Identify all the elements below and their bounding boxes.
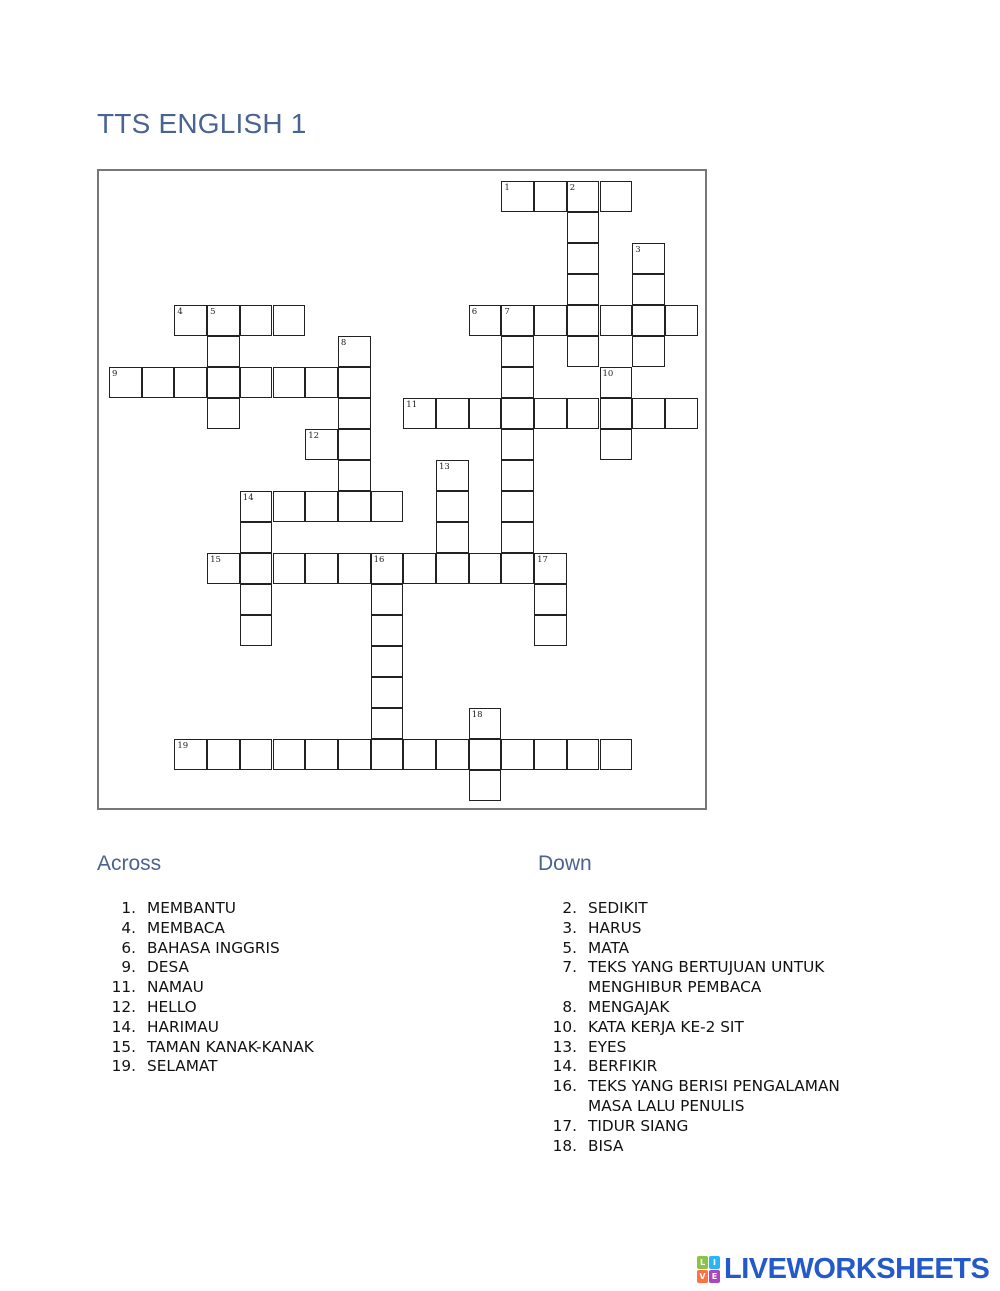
crossword-cell[interactable] xyxy=(469,553,502,584)
crossword-cell[interactable] xyxy=(501,491,534,522)
crossword-cell[interactable] xyxy=(501,553,534,584)
crossword-cell[interactable] xyxy=(240,522,273,553)
crossword-cell[interactable] xyxy=(534,615,567,646)
clue-text: MEMBACA xyxy=(147,918,225,937)
clue-number: 16. xyxy=(552,1077,577,1096)
crossword-cell[interactable] xyxy=(305,367,338,398)
logo-block: V xyxy=(697,1270,708,1283)
crossword-cell[interactable] xyxy=(305,429,338,460)
clue-number: 11. xyxy=(111,978,136,997)
crossword-cell[interactable] xyxy=(371,615,404,646)
crossword-cell[interactable] xyxy=(567,305,600,336)
crossword-cell[interactable] xyxy=(567,739,600,770)
clue-number-label: 9 xyxy=(112,369,118,379)
crossword-grid xyxy=(97,169,707,810)
crossword-cell[interactable] xyxy=(436,739,469,770)
crossword-cell[interactable] xyxy=(403,553,436,584)
crossword-cell[interactable] xyxy=(567,212,600,243)
crossword-cell[interactable] xyxy=(207,305,240,336)
crossword-cell[interactable] xyxy=(240,553,273,584)
crossword-cell[interactable] xyxy=(338,367,371,398)
crossword-cell[interactable] xyxy=(240,584,273,615)
down-clue xyxy=(539,998,959,1018)
crossword-cell[interactable] xyxy=(436,522,469,553)
clue-text: SEDIKIT xyxy=(588,899,648,917)
crossword-cell[interactable] xyxy=(600,429,633,460)
crossword-cell[interactable] xyxy=(240,491,273,522)
clue-number-label: 19 xyxy=(177,741,189,751)
clue-text: EYES xyxy=(588,1037,627,1056)
crossword-cell[interactable] xyxy=(469,398,502,429)
clue-number-label: 18 xyxy=(471,710,483,720)
clue-text: BAHASA INGGRIS xyxy=(147,938,280,957)
crossword-cell[interactable] xyxy=(436,398,469,429)
clue-text: DESA xyxy=(147,958,189,977)
crossword-cell[interactable] xyxy=(534,398,567,429)
crossword-cell[interactable] xyxy=(600,367,633,398)
crossword-cell[interactable] xyxy=(436,460,469,491)
down-clue xyxy=(539,1117,959,1137)
clue-text: TAMAN KANAK-KANAK xyxy=(147,1037,314,1056)
crossword-cell[interactable] xyxy=(469,739,502,770)
logo-blocks-icon xyxy=(697,1255,721,1283)
crossword-cell[interactable] xyxy=(600,305,633,336)
crossword-cell[interactable] xyxy=(501,522,534,553)
crossword-cell[interactable] xyxy=(338,336,371,367)
clue-text: TEKS YANG BERTUJUAN UNTUK xyxy=(588,958,825,977)
down-clue xyxy=(539,1038,959,1058)
crossword-cell[interactable] xyxy=(567,336,600,367)
clue-number-label: 3 xyxy=(635,245,641,255)
clue-number-label: 7 xyxy=(504,307,510,317)
crossword-cell[interactable] xyxy=(567,243,600,274)
clue-number-label: 15 xyxy=(210,555,221,565)
clue-number: 3. xyxy=(562,918,577,937)
logo-block: E xyxy=(709,1270,720,1283)
crossword-cell[interactable] xyxy=(338,491,371,522)
crossword-cell[interactable] xyxy=(469,305,502,336)
crossword-cell[interactable] xyxy=(240,615,273,646)
clue-text-continued: MENGHIBUR PEMBACA xyxy=(588,978,762,997)
down-heading: Down xyxy=(538,852,592,875)
crossword-cell[interactable] xyxy=(665,398,698,429)
across-clue xyxy=(98,919,478,939)
crossword-cell[interactable] xyxy=(600,181,633,212)
clue-number: 12. xyxy=(111,997,136,1016)
logo-block: L xyxy=(697,1256,708,1269)
crossword-cell[interactable] xyxy=(142,367,175,398)
crossword-cell[interactable] xyxy=(501,460,534,491)
clue-text: BERFIKIR xyxy=(588,1057,658,1076)
crossword-cell[interactable] xyxy=(109,367,142,398)
clue-text: MEMBANTU xyxy=(147,899,237,917)
crossword-cell[interactable] xyxy=(436,553,469,584)
crossword-cell[interactable] xyxy=(501,398,534,429)
crossword-cell[interactable] xyxy=(403,739,436,770)
worksheet-title: TTS ENGLISH 1 xyxy=(97,108,307,139)
crossword-cell[interactable] xyxy=(338,739,371,770)
clue-number: 19. xyxy=(111,1057,136,1076)
across-clue xyxy=(98,1057,478,1077)
crossword-cell[interactable] xyxy=(501,429,534,460)
crossword-cell[interactable] xyxy=(174,367,207,398)
logo-block: I xyxy=(709,1256,720,1269)
crossword-cell[interactable] xyxy=(632,243,665,274)
clue-number-label: 6 xyxy=(471,307,478,317)
crossword-cell[interactable] xyxy=(567,398,600,429)
across-clue xyxy=(98,1038,478,1058)
clue-number-label: 13 xyxy=(439,462,450,472)
crossword-cell[interactable] xyxy=(665,305,698,336)
crossword-cell[interactable] xyxy=(273,553,306,584)
clue-number-label: 11 xyxy=(406,400,418,410)
crossword-cell[interactable] xyxy=(632,305,665,336)
clue-text: HARUS xyxy=(588,918,642,937)
crossword-cell[interactable] xyxy=(273,739,306,770)
clue-text: TEKS YANG BERISI PENGALAMAN xyxy=(588,1077,840,1096)
clue-number-label: 4 xyxy=(177,307,183,317)
crossword-cell[interactable] xyxy=(273,367,306,398)
clue-text: HARIMAU xyxy=(147,1017,219,1036)
crossword-cell[interactable] xyxy=(371,708,404,739)
clue-text: SELAMAT xyxy=(147,1057,218,1076)
crossword-cell[interactable] xyxy=(501,367,534,398)
down-clue xyxy=(539,1018,959,1038)
crossword-cell[interactable] xyxy=(338,398,371,429)
clue-text: KATA KERJA KE-2 SIT xyxy=(588,1017,744,1036)
clue-number-label: 12 xyxy=(308,431,320,441)
clue-number-label: 17 xyxy=(537,555,548,565)
crossword-cell[interactable] xyxy=(240,305,273,336)
crossword-cell[interactable] xyxy=(501,336,534,367)
crossword-cell[interactable] xyxy=(371,646,404,677)
clue-number: 6. xyxy=(121,938,136,957)
crossword-cell[interactable] xyxy=(338,553,371,584)
across-clue xyxy=(98,978,478,998)
crossword-cell[interactable] xyxy=(632,274,665,305)
crossword-cell[interactable] xyxy=(305,553,338,584)
down-clue-list xyxy=(539,899,959,1156)
clue-number-label: 2 xyxy=(569,183,576,193)
down-clue xyxy=(539,939,959,959)
clue-text-continued: MASA LALU PENULIS xyxy=(588,1096,745,1115)
crossword-cell[interactable] xyxy=(469,770,502,801)
crossword-cell[interactable] xyxy=(403,398,436,429)
clue-number: 2. xyxy=(562,899,577,917)
across-clue xyxy=(98,899,478,919)
crossword-cell[interactable] xyxy=(338,460,371,491)
clue-text: MENGAJAK xyxy=(588,997,670,1016)
crossword-cell[interactable] xyxy=(371,584,404,615)
crossword-cell[interactable] xyxy=(305,491,338,522)
clue-number: 18. xyxy=(552,1136,577,1155)
across-clue xyxy=(98,1018,478,1038)
crossword-cell[interactable] xyxy=(207,739,240,770)
down-clue xyxy=(539,899,959,919)
clue-number: 13. xyxy=(552,1037,577,1056)
crossword-cell[interactable] xyxy=(371,739,404,770)
clue-number: 14. xyxy=(111,1017,136,1036)
clue-number: 1. xyxy=(121,899,136,917)
clue-text: TIDUR SIANG xyxy=(588,1116,689,1135)
across-clue-list xyxy=(98,899,478,1077)
crossword-cell[interactable] xyxy=(273,491,306,522)
crossword-cell[interactable] xyxy=(501,739,534,770)
across-clue xyxy=(98,958,478,978)
clue-number-label: 10 xyxy=(602,369,614,379)
crossword-cell[interactable] xyxy=(436,491,469,522)
crossword-cell[interactable] xyxy=(371,677,404,708)
crossword-cell[interactable] xyxy=(207,398,240,429)
crossword-cell[interactable] xyxy=(174,305,207,336)
crossword-cell[interactable] xyxy=(338,429,371,460)
down-clue xyxy=(539,958,959,998)
clue-number: 15. xyxy=(111,1037,136,1056)
crossword-cell[interactable] xyxy=(534,553,567,584)
crossword-cell[interactable] xyxy=(469,708,502,739)
crossword-cell[interactable] xyxy=(207,336,240,367)
crossword-cell[interactable] xyxy=(534,305,567,336)
crossword-cell[interactable] xyxy=(632,398,665,429)
clue-number: 7. xyxy=(562,958,577,977)
crossword-cell[interactable] xyxy=(207,553,240,584)
crossword-cell[interactable] xyxy=(600,398,633,429)
down-clue xyxy=(539,1077,959,1117)
clue-number: 17. xyxy=(552,1116,577,1135)
crossword-cell[interactable] xyxy=(240,367,273,398)
crossword-cell[interactable] xyxy=(534,739,567,770)
clue-number: 10. xyxy=(552,1017,577,1036)
clue-text: BISA xyxy=(588,1136,624,1155)
crossword-cell[interactable] xyxy=(567,181,600,212)
crossword-cell[interactable] xyxy=(305,739,338,770)
crossword-cell[interactable] xyxy=(273,305,306,336)
down-clue xyxy=(539,1057,959,1077)
crossword-cell[interactable] xyxy=(632,336,665,367)
crossword-cell[interactable] xyxy=(600,739,633,770)
clue-number-label: 16 xyxy=(373,555,385,565)
clue-number-label: 8 xyxy=(340,338,347,348)
logo-text: LIVEWORKSHEETS xyxy=(724,1252,990,1285)
clue-number: 8. xyxy=(562,997,577,1016)
crossword-cell[interactable] xyxy=(501,181,534,212)
clue-number: 9. xyxy=(121,958,136,977)
across-clue xyxy=(98,998,478,1018)
clue-text: MATA xyxy=(588,938,630,957)
across-clue xyxy=(98,939,478,959)
crossword-cell[interactable] xyxy=(371,553,404,584)
down-clue xyxy=(539,919,959,939)
down-clue xyxy=(539,1137,959,1157)
clue-text: HELLO xyxy=(147,997,197,1016)
clue-number: 14. xyxy=(552,1057,577,1076)
crossword-cell[interactable] xyxy=(501,305,534,336)
clue-number-label: 1 xyxy=(504,183,510,193)
clue-number-label: 14 xyxy=(242,493,254,503)
crossword-cell[interactable] xyxy=(534,181,567,212)
crossword-cell[interactable] xyxy=(207,367,240,398)
clue-number: 4. xyxy=(121,918,136,937)
crossword-cell[interactable] xyxy=(371,491,404,522)
clue-text: NAMAU xyxy=(147,978,204,997)
liveworksheets-logo xyxy=(697,1253,989,1285)
clue-number: 5. xyxy=(562,938,577,957)
crossword-cell[interactable] xyxy=(567,274,600,305)
across-heading: Across xyxy=(97,852,162,875)
crossword-cell[interactable] xyxy=(534,584,567,615)
crossword-cell[interactable] xyxy=(174,739,207,770)
clue-number-label: 5 xyxy=(210,307,216,317)
crossword-cell[interactable] xyxy=(240,739,273,770)
